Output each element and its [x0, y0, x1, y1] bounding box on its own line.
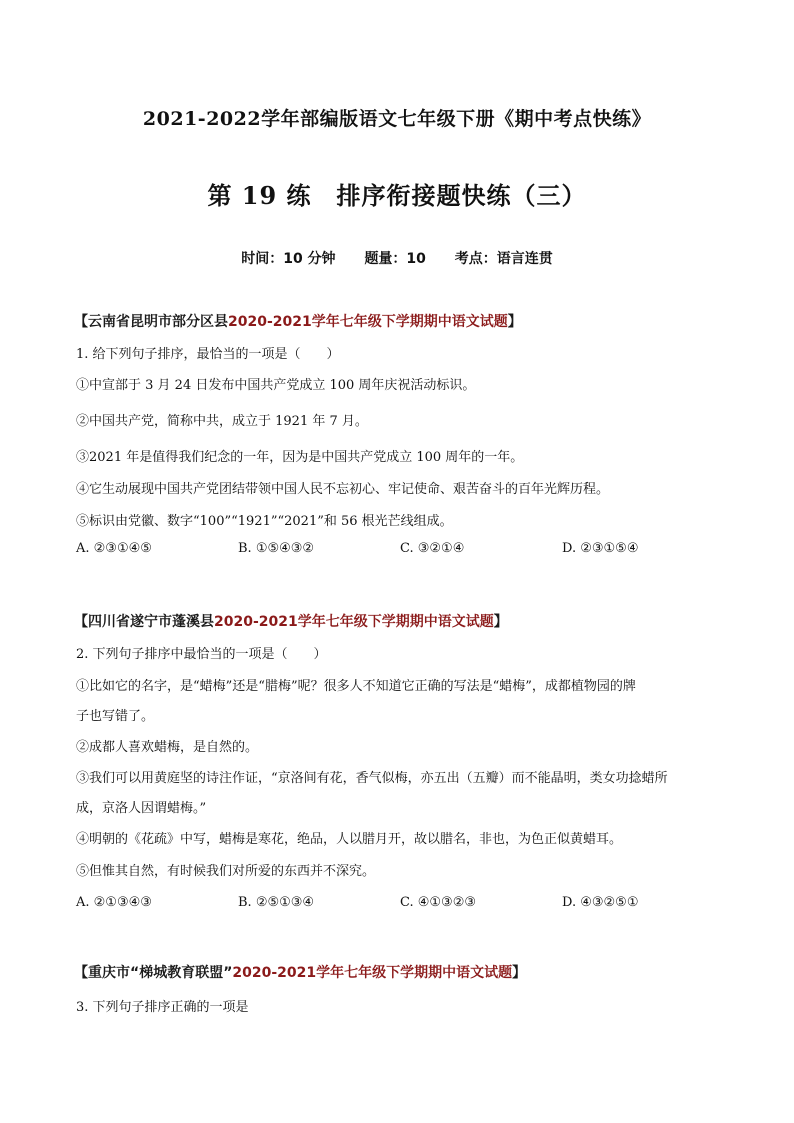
q2-item: 成，京洛人因谓蜡梅。” — [76, 801, 207, 816]
q1-item: ①中宣部于 3 月 24 日发布中国共产党成立 100 周年庆祝活动标识。 — [76, 378, 476, 393]
point-info: 考点：语言连贯 — [454, 251, 553, 267]
count-info: 题量：10 — [364, 251, 426, 267]
q2-options — [76, 895, 726, 915]
q2-item: ④明朝的《花疏》中写，蜡梅是寒花，绝品，人以腊月开，故以腊名，非也，为色正似黄蜡耳。 — [76, 832, 623, 847]
q1-option-c[interactable]: C. ③②①④ — [400, 541, 465, 556]
time-info: 时间：10 分钟 — [241, 251, 336, 267]
q3-source: 【重庆市“梯城教育联盟”2020-2021学年七年级下学期期中语文试题】 — [74, 965, 527, 981]
q2-source: 【四川省遂宁市蓬溪县2020-2021学年七年级下学期期中语文试题】 — [74, 614, 508, 630]
q2-item: ⑤但惟其自然，有时候我们对所爱的东西并不深究。 — [76, 864, 376, 879]
q2-option-b[interactable]: B. ②⑤①③④ — [238, 895, 315, 910]
q2-item: ①比如它的名字，是“蜡梅”还是“腊梅”呢？很多人不知道它正确的写法是“蜡梅”，成都植物园的牌 — [76, 679, 636, 694]
document-title: 2021-2022学年部编版语文七年级下册《期中考点快练》 — [142, 108, 652, 130]
q1-option-d[interactable]: D. ②③①⑤④ — [562, 541, 639, 556]
q1-option-b[interactable]: B. ①⑤④③② — [238, 541, 315, 556]
q2-option-a[interactable]: A. ②①③④③ — [76, 895, 152, 910]
q2-stem: 2. 下列句子排序中最恰当的一项是（ ） — [76, 647, 327, 662]
q1-source: 【云南省昆明市部分区县2020-2021学年七年级下学期期中语文试题】 — [74, 314, 522, 330]
q3-stem: 3. 下列句子排序正确的一项是 — [76, 1000, 249, 1015]
q2-item: 子也写错了。 — [76, 709, 155, 724]
q1-item: ②中国共产党，简称中共，成立于 1921 年 7 月。 — [76, 414, 368, 429]
q1-item: ④它生动展现中国共产党团结带领中国人民不忘初心、牢记使命、艰苦奋斗的百年光辉历程。 — [76, 482, 610, 497]
lesson-title: 第 19 练 排序衔接题快练（三） — [207, 181, 587, 210]
q1-item: ③2021 年是值得我们纪念的一年，因为是中国共产党成立 100 周年的一年。 — [76, 450, 524, 465]
q2-option-d[interactable]: D. ④③②⑤① — [562, 895, 639, 910]
q2-item: ②成都人喜欢蜡梅，是自然的。 — [76, 740, 259, 755]
q1-options — [76, 541, 726, 561]
exercise-meta — [0, 248, 794, 268]
q1-option-a[interactable]: A. ②③①④⑤ — [76, 541, 152, 556]
q2-option-c[interactable]: C. ④①③②③ — [400, 895, 477, 910]
q2-item: ③我们可以用黄庭坚的诗注作证，“京洛间有花，香气似梅，亦五出（五瓣）而不能晶明，类女功捻蜡所 — [76, 771, 668, 786]
q1-stem: 1. 给下列句子排序，最恰当的一项是（ ） — [76, 347, 340, 362]
q1-item: ⑤标识由党徽、数字“100”“1921”“2021”和 56 根光芒线组成。 — [76, 514, 453, 529]
